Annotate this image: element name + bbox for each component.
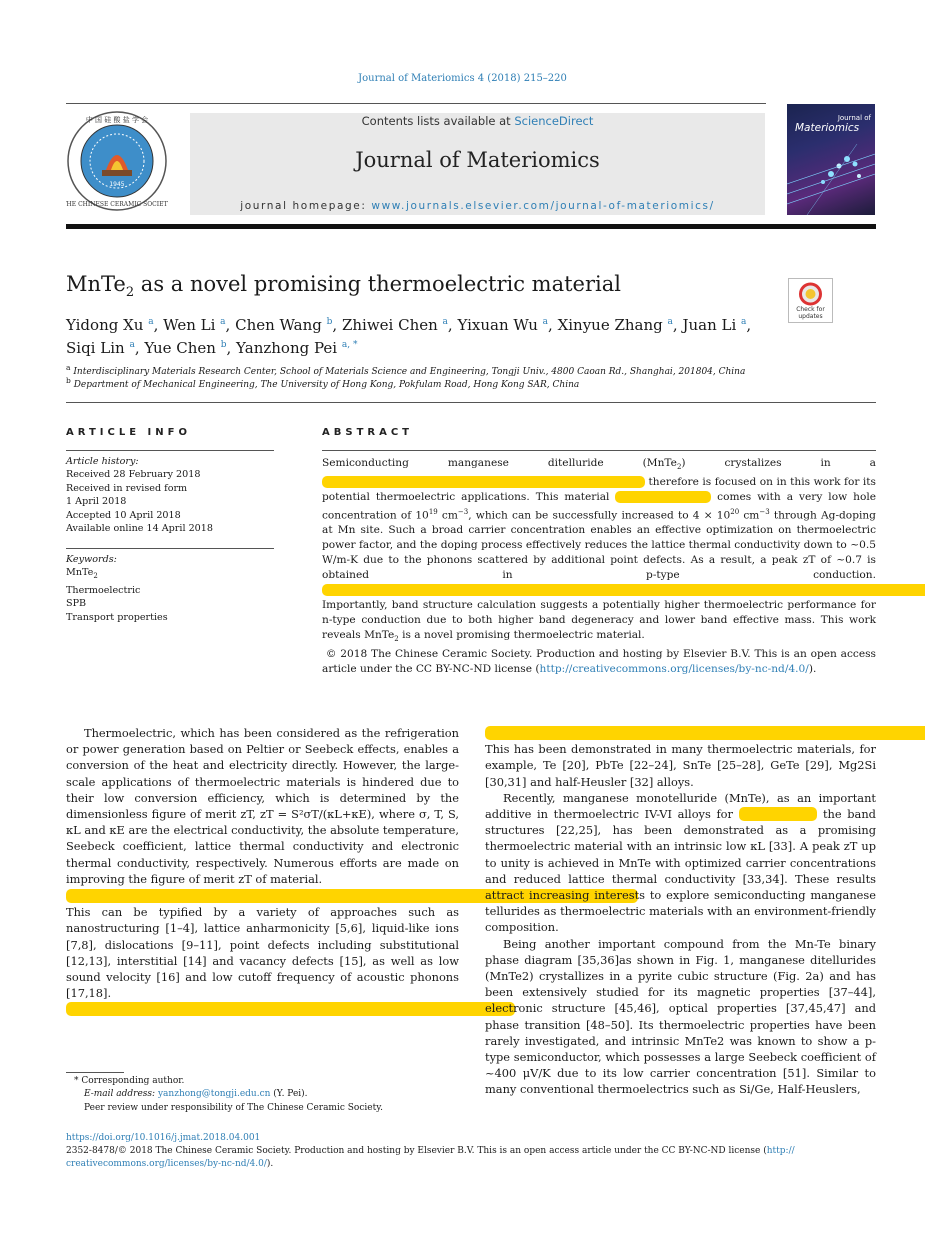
email-link[interactable]: yanzhong@tongji.edu.cn [157,1089,271,1099]
author-name: Siqi Lin [66,339,130,357]
peer-review-note: Peer review under responsibility of The Chinese Ceramic Society. [84,1103,383,1113]
svg-text:THE CHINESE CERAMIC SOCIETY: THE CHINESE CERAMIC SOCIETY [66,201,168,208]
intro-paragraph-4: Recently, manganese monotelluride (MnTe), as an important additive in thermoelectric IV-VI alloys for the band structures [22,25], has been demonstrated as a promising thermoelectric material with an intrinsic low κL [33]. A peak zT up to unity is achieved in MnTe with optimized carrier concentrations and reduced lattice thermal conductivity [33,34]. These results attract increasing interests to explore semiconducting manganese tellurides as thermoelectric materials with an environment-friendly composition. [485,790,876,935]
journal-cover[interactable] [787,104,875,215]
journal-banner [190,113,765,215]
affiliation-marker[interactable]: b [326,317,333,327]
homepage-line: journal homepage: www.journals.elsevier.com/journal-of-materiomics/ [240,200,715,212]
affiliation-marker[interactable]: a [542,317,549,327]
abstract-heading: ABSTRACT [322,427,413,438]
intro-paragraph-2: This can be typified by a variety of approaches such as nanostructuring [1–4], lattice anharmonicity [5,6], liquid-like ions [7,8], dislocations [9–11], point defects including substitutional [12,13], interstitial [14] and vacancy defects [15], as well as low sound velocity [16] and low cutoff frequency of acoustic phonons [17,18]. [66,888,459,1018]
author-name: Chen Wang [235,316,327,334]
redaction-highlight [322,584,925,596]
author-name: Yixuan Wu [457,316,543,334]
check-for-updates-badge[interactable]: Check for updates [788,278,833,323]
journal-reference[interactable]: Journal of Materiomics 4 (2018) 215–220 [358,73,567,84]
affiliation-marker[interactable]: a, * [341,340,358,350]
check-updates-icon [789,279,832,309]
issn-license-link-b[interactable]: creativecommons.org/licenses/by-nc-nd/4.0/ [66,1159,267,1169]
cover-title: Materiomics [795,122,860,134]
abstract-text: Semiconducting manganese ditelluride (MnTe$_2$) crystalizes in a therefore is focused on in this work for its potential thermoelectric applications. This material comes with a very low hole concentration of $10^{19}$ $cm^{-3}$, which can be successfully increased to $4 \times 10^{20}$ $cm^{-3}$ through Ag-doping at Mn site. Such a broad carrier concentration enables an effective optimization on thermoelectric power factor, and the doping process effectively reduces the lattice thermal conductivity down to ~0.5 W/m-K due to the phonons scattered by additional point defects. As a result, a peak zT of ~0.7 is obtained in p-type conduction. Importantly, band structure calculation suggests a potentially higher thermoelectric performance for n-type conduction due to both higher band degeneracy and lower band effective mass. This work reveals MnTe$_2$ is a novel promising thermoelectric material. © 2018 The Chinese Ceramic Society. Production and hosting by Elsevier B.V. This is an open access article under the CC BY-NC-ND license (http://creativecommons.org/licenses/by-nc-nd/4.0/). [322,456,876,676]
author-name: Zhiwei Chen [341,316,443,334]
society-logo [66,110,168,212]
author-name: Yue Chen [144,339,221,357]
sciencedirect-link[interactable]: ScienceDirect [514,114,594,128]
issn-license-link-a[interactable]: http:// [766,1146,795,1156]
keyword: Thermoelectric [66,584,141,596]
intro-paragraph-3: This has been demonstrated in many thermoelectric materials, for example, Te [20], PbTe [22–24], SnTe [25–28], GeTe [29], Mg2Si [30,31] and half-Heusler [32] alloys. [485,725,876,790]
author-name: Juan Li [682,316,742,334]
contents-line: Contents lists available at ScienceDirect [361,114,594,128]
author-name: Xinyue Zhang [557,316,668,334]
header-rule [66,103,766,104]
redaction-highlight [485,726,925,740]
affiliation-marker[interactable]: a [148,317,154,327]
doi-link[interactable]: https://doi.org/10.1016/j.jmat.2018.04.001 [66,1133,261,1143]
footnote-rule [66,1072,124,1073]
author-name: Wen Li [163,316,221,334]
affiliation-marker[interactable]: a [442,317,448,327]
homepage-link[interactable]: www.journals.elsevier.com/journal-of-materiomics/ [371,200,715,212]
svg-text:中 国 硅 酸 盐 学 会: 中 国 硅 酸 盐 学 会 [85,116,149,124]
keyword: SPB [66,598,87,610]
article-history: Article history: Received 28 February 2018 Received in revised form 1 April 2018 Accepted 10 April 2018 Available online 14 April 2018 [66,456,213,535]
header-thick-rule [66,224,876,229]
keywords-rule [66,548,274,549]
keyword: MnTe$_2$ [66,567,98,581]
keyword: Transport properties [66,611,168,623]
affiliation-marker[interactable]: a [129,340,135,350]
issn-license-line: 2352-8478/© 2018 The Chinese Ceramic Society. Production and hosting by Elsevier B.V. This is an open access article under the CC BY-NC-ND license (http:// creativecommons.org/licenses/by-nc-nd/4.0/). [66,1146,795,1169]
redaction-highlight [322,476,645,488]
redaction-highlight [739,807,818,821]
body-left-column [66,725,459,1018]
article-info-heading: ARTICLE INFO [66,427,191,438]
email-line: E-mail address: yanzhong@tongji.edu.cn (Y. Pei). [84,1089,308,1099]
redaction-highlight [66,1002,515,1016]
affiliation-b: $^b$ Department of Mechanical Engineering, The University of Hong Kong, Pokfulam Road, Hong Kong SAR, China [66,376,580,390]
intro-paragraph-5: Being another important compound from the Mn-Te binary phase diagram [35,36]as shown in Fig. 1, manganese ditellurides (MnTe2) crystallizes in a pyrite cubic structure (Fig. 2a) and has been extensively studied for its magnetic properties [37–44], electronic structure [45,46], optical properties [37,45,47] and phase transition [48–50]. Its thermoelectric properties have been rarely investigated, and intrinsic MnTe2 was known to show a p-type semiconductor, which possesses a large Seebeck coefficient of ~400 μV/K due to its low carrier concentration [51]. Similar to many conventional thermoelectrics such as Si/Ge, Half-Heuslers, [485,936,876,1097]
license-link[interactable]: http://creativecommons.org/licenses/by-nc-nd/4.0/ [539,662,809,675]
keywords: Keywords: MnTe$_2$ Thermoelectric SPB Transport properties [66,553,274,624]
affiliation-marker[interactable]: a [220,317,226,327]
info-rule [66,450,274,451]
corresponding-author-note: * Corresponding author. [74,1076,185,1086]
cover-small-title: Journal of [837,114,871,122]
logo-year: 1945 [109,181,125,188]
author-list: Yidong Xu $^a$, Wen Li $^a$, Chen Wang $^b$, Zhiwei Chen $^a$, Yixuan Wu $^a$, Xinyue Zhang $^a$, Juan Li $^a$, Siqi Lin $^a$, Yue Chen $^b$, Yanzhong Pei $^{a, *}$ [66,316,752,357]
affiliation-marker[interactable]: a [667,317,673,327]
affiliation-marker[interactable]: a [741,317,747,327]
affiliation-marker[interactable]: b [220,340,227,350]
affiliation-a: $^a$ Interdisciplinary Materials Research Center, School of Materials Science and Engineering, Tongji Univ., 4800 Caoan Rd., Shanghai, 201804, China [66,363,746,377]
intro-paragraph-1: Thermoelectric, which has been considered as the refrigeration or power generation based on Peltier or Seebeck effects, enables a conversion of the heat and electricity directly. However, the large-scale applications of thermoelectric materials is hindered due to their low conversion efficiency, which is determined by the dimensionless figure of merit zT, zT = S²σT/(κL+κE), where σ, T, S, κL and κE are the electrical conductivity, the absolute temperature, Seebeck coefficient, lattice thermal conductivity and electronic thermal conductivity, respectively. Numerous efforts are made on improving the figure of merit zT of material. [66,726,459,886]
article-title: MnTe$_2$ as a novel promising thermoelectric material [66,272,621,301]
journal-name: Journal of Materiomics [355,148,600,172]
section-rule [66,402,876,403]
body-right-column [485,725,876,1098]
redaction-highlight [615,491,711,503]
author-name: Yanzhong Pei [236,339,342,357]
author-name: Yidong Xu [66,316,149,334]
abstract-rule [322,450,876,451]
